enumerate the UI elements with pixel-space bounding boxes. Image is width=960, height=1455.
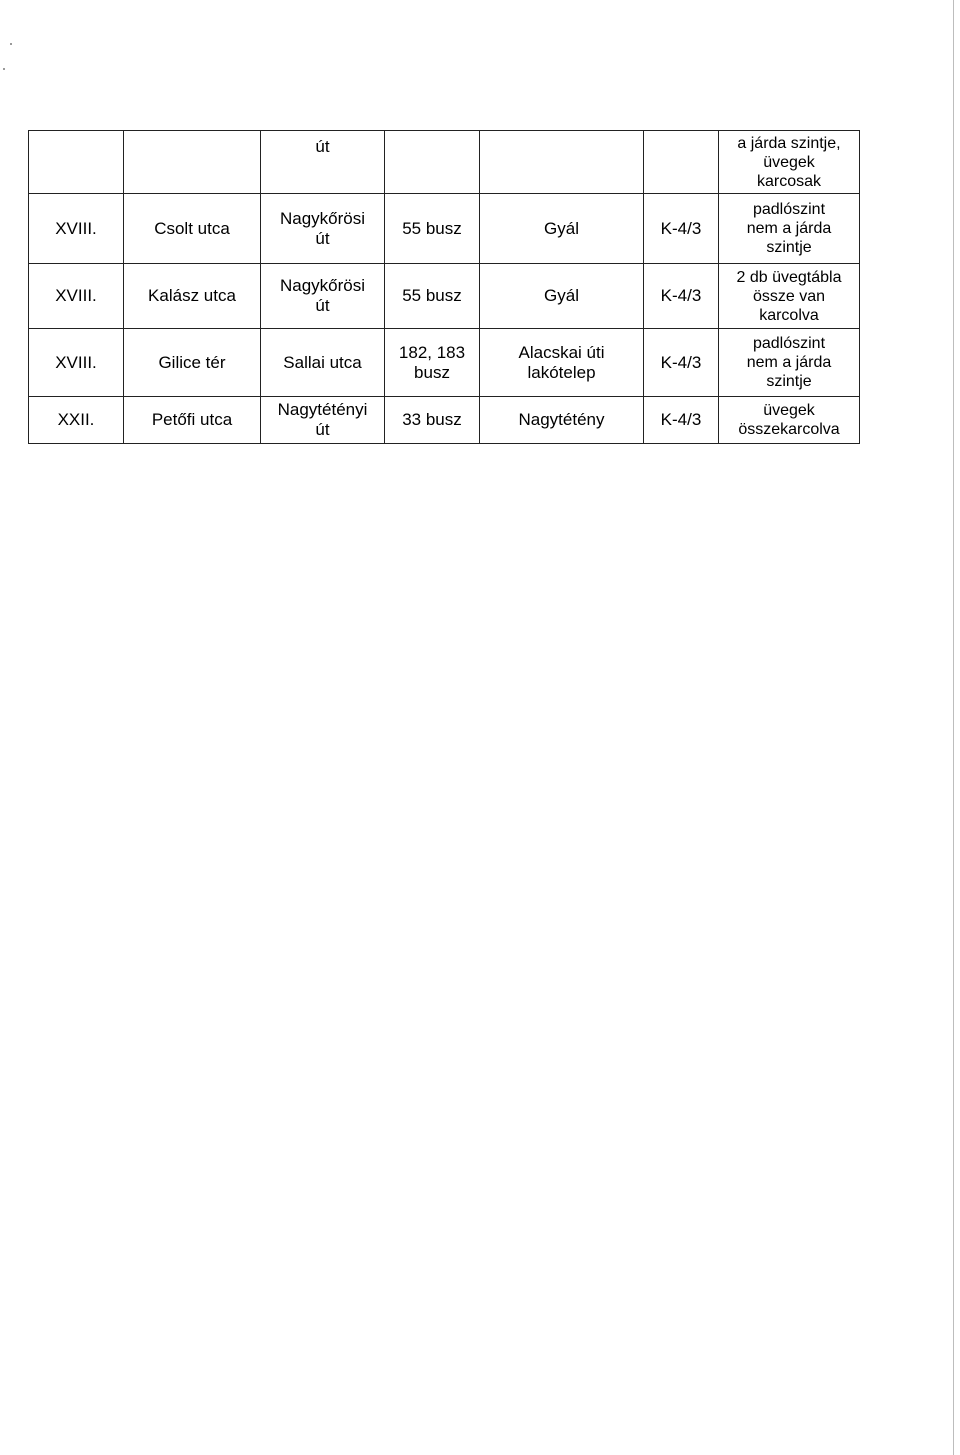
shelter-code-text: K-4/3	[660, 410, 702, 429]
cross-street-cell	[261, 264, 385, 329]
district-text: XXII.	[57, 410, 95, 429]
destination-cell	[480, 397, 644, 444]
shelter-code-text: K-4/3	[660, 352, 702, 372]
damage-note-line: össze van	[752, 287, 826, 305]
bus-line-cell	[385, 194, 480, 264]
street-text: Csolt utca	[154, 218, 230, 238]
shelter-code-cell	[644, 194, 719, 264]
table-row	[29, 131, 860, 194]
damage-note-cell	[719, 397, 860, 444]
bus-line-cell	[385, 397, 480, 444]
destination-cell	[480, 194, 644, 264]
damage-note-line: nem a járda	[746, 220, 832, 237]
district-text: XVIII.	[55, 218, 97, 238]
shelter-code-cell	[644, 397, 719, 444]
cross-street-line: Sallai utca	[283, 352, 362, 372]
damage-note-cell	[719, 194, 860, 264]
bus-line-cell	[385, 329, 480, 397]
bus-line-cell	[385, 264, 480, 329]
street-cell	[124, 397, 261, 444]
destination-line: Alacskai úti	[518, 342, 605, 362]
bus-line-line: 182, 183	[398, 342, 466, 362]
destination-line: Gyál	[544, 218, 579, 238]
destination-cell	[480, 264, 644, 329]
damage-note-line: szintje	[766, 239, 812, 256]
street-text: Gilice tér	[158, 352, 226, 372]
cross-street-line: Nagytétényi	[277, 400, 368, 419]
cross-street-line: Nagykőrösi	[279, 276, 366, 295]
destination-cell	[480, 329, 644, 397]
cross-street-line: út	[315, 137, 330, 156]
scan-speck	[10, 43, 12, 45]
table-body	[29, 131, 860, 444]
street-cell	[124, 329, 261, 397]
district-text: XVIII.	[55, 352, 97, 372]
street-cell	[124, 194, 261, 264]
damage-note-line: karcosak	[756, 172, 822, 190]
damage-note-line: a járda szintje,	[737, 134, 841, 152]
damage-note-line: üvegek	[763, 402, 815, 419]
district-cell	[29, 329, 124, 397]
damage-note-line: nem a járda	[746, 354, 832, 371]
cross-street-cell	[261, 194, 385, 264]
bus-line-cell	[385, 131, 480, 194]
street-cell	[124, 131, 261, 194]
bus-line-line: 55 busz	[402, 218, 462, 238]
shelter-code-cell	[644, 131, 719, 194]
bus-shelter-damage-table	[28, 130, 860, 444]
damage-note-line: szintje	[766, 373, 812, 390]
shelter-code-text: K-4/3	[660, 286, 702, 305]
district-cell	[29, 194, 124, 264]
cross-street-cell	[261, 131, 385, 194]
destination-cell	[480, 131, 644, 194]
damage-note-line: 2 db üvegtábla	[736, 268, 842, 286]
cross-street-line: Nagykőrösi	[279, 208, 366, 228]
damage-note-line: karcolva	[759, 306, 819, 324]
street-text: Petőfi utca	[151, 410, 233, 429]
damage-note-line: összekarcolva	[738, 421, 840, 438]
shelter-code-cell	[644, 329, 719, 397]
damage-note-cell	[719, 329, 860, 397]
damage-note-line: üvegek	[763, 153, 815, 171]
shelter-code-cell	[644, 264, 719, 329]
damage-note-line: padlószint	[752, 201, 826, 218]
district-text: XVIII.	[55, 286, 97, 305]
destination-line: lakótelep	[527, 362, 596, 382]
district-cell	[29, 131, 124, 194]
cross-street-line: út	[315, 420, 330, 439]
cross-street-cell	[261, 397, 385, 444]
cross-street-cell	[261, 329, 385, 397]
bus-line-line: busz	[414, 362, 450, 382]
page-edge-line	[953, 0, 954, 1455]
cross-street-line: út	[315, 296, 330, 315]
bus-line-line: 55 busz	[402, 286, 462, 305]
cross-street-line: út	[315, 228, 330, 248]
damage-note-cell	[719, 131, 860, 194]
destination-line: Nagytétény	[518, 410, 605, 429]
shelter-code-text: K-4/3	[660, 218, 702, 238]
bus-line-line: 33 busz	[402, 410, 462, 429]
damage-note-line: padlószint	[752, 335, 826, 352]
street-cell	[124, 264, 261, 329]
table-row	[29, 397, 860, 444]
district-cell	[29, 397, 124, 444]
table-row	[29, 194, 860, 264]
damage-note-cell	[719, 264, 860, 329]
street-text: Kalász utca	[148, 286, 236, 305]
table-row	[29, 264, 860, 329]
district-cell	[29, 264, 124, 329]
destination-line: Gyál	[544, 286, 579, 305]
scan-speck	[3, 68, 5, 70]
table-row	[29, 329, 860, 397]
